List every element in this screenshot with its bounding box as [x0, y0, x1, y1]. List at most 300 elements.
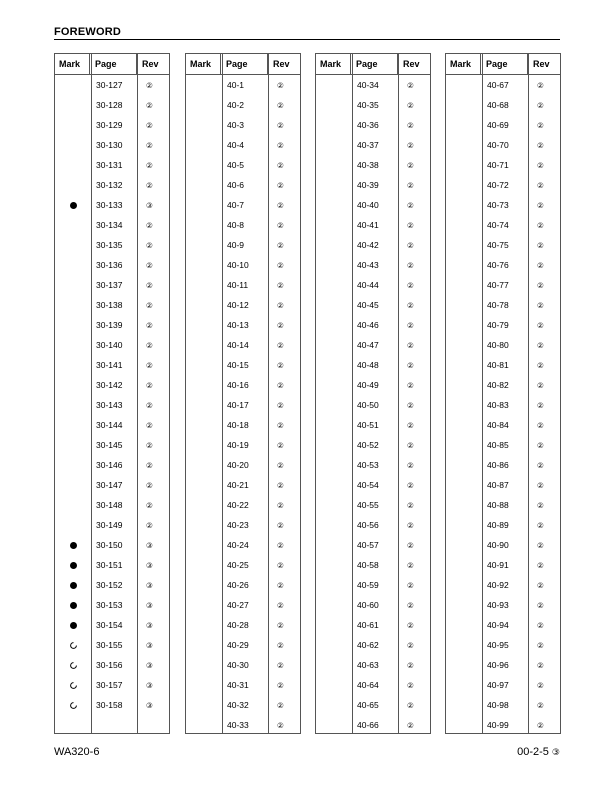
row-rev: ②: [537, 300, 544, 310]
table-row: [55, 575, 169, 595]
table-row: [55, 675, 169, 695]
row-page: 30-155: [96, 640, 123, 650]
row-rev: ②: [277, 480, 284, 490]
table-row: [55, 495, 169, 515]
table-row: [446, 135, 560, 155]
column-divider: [137, 54, 138, 733]
row-rev: ②: [407, 460, 414, 470]
header-rev: Rev: [533, 59, 550, 69]
row-page: 40-8: [227, 220, 245, 230]
row-page: 40-75: [487, 240, 509, 250]
row-rev: ②: [407, 320, 414, 330]
row-rev: ②: [537, 560, 544, 570]
table-row: [446, 535, 560, 555]
row-page: 40-81: [487, 360, 509, 370]
table-row: [186, 635, 300, 655]
row-page: 40-16: [227, 380, 249, 390]
row-page: 40-65: [357, 700, 379, 710]
row-page: 40-49: [357, 380, 379, 390]
table-row: [55, 315, 169, 335]
table-row: [446, 335, 560, 355]
row-rev: ②: [277, 460, 284, 470]
row-rev: ②: [407, 600, 414, 610]
row-rev: ②: [407, 480, 414, 490]
table-row: [446, 495, 560, 515]
row-rev: ②: [146, 80, 153, 90]
row-page: 30-144: [96, 420, 123, 430]
table-row: [446, 155, 560, 175]
table-row: [186, 655, 300, 675]
open-circle-icon: [70, 642, 77, 649]
row-rev: ②: [537, 320, 544, 330]
table-row: [186, 455, 300, 475]
row-page: 40-95: [487, 640, 509, 650]
row-page: 40-9: [227, 240, 245, 250]
row-page: 40-59: [357, 580, 379, 590]
column-divider: [352, 54, 353, 733]
row-page: 40-86: [487, 460, 509, 470]
table-row: [446, 555, 560, 575]
table-row: [446, 615, 560, 635]
footer-page-label: 00-2-5: [517, 746, 549, 758]
row-rev: ②: [537, 260, 544, 270]
table-row: [186, 415, 300, 435]
row-page: 40-22: [227, 500, 249, 510]
row-page: 40-11: [227, 280, 249, 290]
table-row: [316, 715, 430, 735]
row-rev: ②: [146, 480, 153, 490]
row-page: 30-130: [96, 140, 123, 150]
row-page: 30-147: [96, 480, 123, 490]
table-row: [446, 575, 560, 595]
row-rev: ②: [146, 100, 153, 110]
row-rev: ②: [537, 500, 544, 510]
table-row: [316, 175, 430, 195]
row-mark: [55, 622, 91, 629]
column-divider: [398, 54, 399, 733]
row-rev: ②: [537, 700, 544, 710]
row-page: 40-69: [487, 120, 509, 130]
row-rev: ②: [277, 100, 284, 110]
row-rev: ③: [146, 700, 153, 710]
row-page: 40-47: [357, 340, 379, 350]
row-page: 40-32: [227, 700, 249, 710]
footer-model: WA320-6: [54, 746, 100, 758]
header-mark: Mark: [316, 54, 351, 74]
table-row: [446, 355, 560, 375]
table-row: [446, 115, 560, 135]
table-row: [446, 195, 560, 215]
table-row: [316, 575, 430, 595]
row-rev: ③: [146, 540, 153, 550]
row-rev: ③: [146, 600, 153, 610]
table-row: [186, 435, 300, 455]
table-row: [446, 215, 560, 235]
row-rev: ②: [407, 120, 414, 130]
table-row: [186, 255, 300, 275]
header-mark: Mark: [186, 54, 221, 74]
row-rev: ②: [407, 620, 414, 630]
filled-circle-icon: [70, 622, 77, 629]
row-page: 40-85: [487, 440, 509, 450]
row-rev: ②: [407, 180, 414, 190]
row-rev: ②: [277, 220, 284, 230]
row-rev: ②: [277, 300, 284, 310]
row-rev: ②: [537, 660, 544, 670]
row-page: 40-10: [227, 260, 249, 270]
row-page: 40-92: [487, 580, 509, 590]
table-row: [316, 135, 430, 155]
row-rev: ②: [537, 600, 544, 610]
row-rev: ②: [537, 380, 544, 390]
table-row: [446, 175, 560, 195]
table-row: [446, 675, 560, 695]
row-page: 30-137: [96, 280, 123, 290]
row-page: 40-98: [487, 700, 509, 710]
row-page: 30-142: [96, 380, 123, 390]
row-page: 40-41: [357, 220, 379, 230]
row-rev: ②: [407, 100, 414, 110]
table-row: [316, 695, 430, 715]
table-row: [316, 335, 430, 355]
row-mark: [55, 582, 91, 589]
row-rev: ②: [407, 660, 414, 670]
table-row: [55, 215, 169, 235]
row-page: 40-73: [487, 200, 509, 210]
table-row: [55, 415, 169, 435]
row-page: 40-33: [227, 720, 249, 730]
table-row: [446, 255, 560, 275]
table-row: [55, 475, 169, 495]
table-row: [186, 235, 300, 255]
header-page: Page: [90, 54, 137, 74]
row-rev: ②: [146, 460, 153, 470]
row-rev: ②: [407, 540, 414, 550]
table-row: [316, 435, 430, 455]
row-page: 40-28: [227, 620, 249, 630]
row-page: 30-149: [96, 520, 123, 530]
row-page: 30-131: [96, 160, 123, 170]
row-rev: ③: [146, 640, 153, 650]
row-page: 40-66: [357, 720, 379, 730]
row-page: 40-20: [227, 460, 249, 470]
table-row: [186, 215, 300, 235]
row-page: 30-135: [96, 240, 123, 250]
row-page: 40-48: [357, 360, 379, 370]
row-page: 40-90: [487, 540, 509, 550]
row-rev: ②: [537, 620, 544, 630]
row-page: 30-132: [96, 180, 123, 190]
row-rev: ②: [277, 620, 284, 630]
table-row: [55, 535, 169, 555]
row-rev: ②: [407, 640, 414, 650]
table-row: [186, 175, 300, 195]
row-rev: ②: [277, 260, 284, 270]
row-rev: ②: [407, 140, 414, 150]
table-row: [186, 75, 300, 95]
table-row: [316, 95, 430, 115]
row-page: 30-158: [96, 700, 123, 710]
row-page: 40-72: [487, 180, 509, 190]
row-page: 40-93: [487, 600, 509, 610]
table-row: [446, 635, 560, 655]
table-row: [55, 115, 169, 135]
row-page: 40-38: [357, 160, 379, 170]
row-rev: ③: [146, 560, 153, 570]
row-page: 40-5: [227, 160, 245, 170]
row-page: 40-63: [357, 660, 379, 670]
table-row: [446, 295, 560, 315]
header-page: Page: [221, 54, 268, 74]
column-divider: [482, 54, 483, 733]
table-row: [446, 655, 560, 675]
table-row: [186, 355, 300, 375]
row-page: 40-84: [487, 420, 509, 430]
row-page: 30-153: [96, 600, 123, 610]
row-page: 40-13: [227, 320, 249, 330]
row-rev: ②: [537, 140, 544, 150]
table-row: [186, 615, 300, 635]
row-page: 40-87: [487, 480, 509, 490]
row-page: 40-27: [227, 600, 249, 610]
row-rev: ②: [146, 420, 153, 430]
row-page: 30-133: [96, 200, 123, 210]
row-page: 40-44: [357, 280, 379, 290]
table-row: [55, 615, 169, 635]
row-rev: ②: [407, 300, 414, 310]
table-row: [446, 455, 560, 475]
row-page: 40-77: [487, 280, 509, 290]
row-page: 30-146: [96, 460, 123, 470]
table-row: [316, 115, 430, 135]
table-row: [186, 395, 300, 415]
table-row: [186, 335, 300, 355]
row-page: 40-76: [487, 260, 509, 270]
row-rev: ②: [146, 220, 153, 230]
table-row: [316, 75, 430, 95]
header-rev: Rev: [403, 59, 420, 69]
row-rev: ②: [537, 220, 544, 230]
row-rev: ②: [277, 660, 284, 670]
table-row: [446, 395, 560, 415]
table-row: [55, 455, 169, 475]
row-rev: ②: [146, 300, 153, 310]
header-mark: Mark: [55, 54, 90, 74]
table-row: [316, 655, 430, 675]
table-row: [55, 175, 169, 195]
row-rev: ②: [277, 380, 284, 390]
row-rev: ②: [277, 120, 284, 130]
table-row: [446, 695, 560, 715]
row-rev: ②: [146, 260, 153, 270]
table-row: [55, 255, 169, 275]
row-page: 40-94: [487, 620, 509, 630]
row-page: 40-14: [227, 340, 249, 350]
header-page: Page: [481, 54, 528, 74]
table-row: [55, 95, 169, 115]
table-row: [316, 595, 430, 615]
filled-circle-icon: [70, 582, 77, 589]
row-page: 40-39: [357, 180, 379, 190]
row-page: 30-141: [96, 360, 123, 370]
table-row: [446, 95, 560, 115]
row-mark: [55, 202, 91, 209]
row-rev: ②: [277, 240, 284, 250]
row-rev: ②: [277, 540, 284, 550]
row-rev: ②: [277, 180, 284, 190]
row-rev: ②: [537, 460, 544, 470]
revision-table-2: [185, 53, 301, 734]
row-rev: ②: [537, 280, 544, 290]
table-row: [316, 355, 430, 375]
row-rev: ②: [277, 600, 284, 610]
table-row: [55, 155, 169, 175]
row-rev: ②: [146, 400, 153, 410]
row-rev: ②: [537, 520, 544, 530]
table-row: [186, 155, 300, 175]
row-rev: ③: [146, 660, 153, 670]
row-page: 40-82: [487, 380, 509, 390]
row-rev: ②: [277, 700, 284, 710]
row-page: 40-12: [227, 300, 249, 310]
table-row: [316, 495, 430, 515]
column-divider: [91, 54, 92, 733]
table-row: [55, 695, 169, 715]
row-page: 40-23: [227, 520, 249, 530]
table-row: [55, 655, 169, 675]
table-row: [316, 195, 430, 215]
table-row: [186, 675, 300, 695]
table-header: [186, 54, 300, 75]
row-rev: ②: [407, 580, 414, 590]
row-page: 30-138: [96, 300, 123, 310]
row-rev: ②: [537, 340, 544, 350]
table-row: [316, 155, 430, 175]
table-row: [316, 275, 430, 295]
filled-circle-icon: [70, 542, 77, 549]
row-page: 40-99: [487, 720, 509, 730]
row-rev: ②: [537, 580, 544, 590]
filled-circle-icon: [70, 202, 77, 209]
row-rev: ②: [146, 140, 153, 150]
row-rev: ②: [407, 380, 414, 390]
row-page: 40-40: [357, 200, 379, 210]
table-header: [55, 54, 169, 75]
row-page: 40-79: [487, 320, 509, 330]
row-page: 30-157: [96, 680, 123, 690]
row-mark: [55, 562, 91, 569]
row-rev: ②: [537, 120, 544, 130]
table-row: [55, 555, 169, 575]
table-row: [316, 235, 430, 255]
open-circle-icon: [70, 702, 77, 709]
row-rev: ②: [407, 80, 414, 90]
row-rev: ②: [407, 560, 414, 570]
row-page: 40-24: [227, 540, 249, 550]
revision-table-1: [54, 53, 170, 734]
row-rev: ②: [407, 720, 414, 730]
revision-table-4: [445, 53, 561, 734]
row-rev: ③: [146, 580, 153, 590]
row-rev: ②: [407, 500, 414, 510]
table-row: [186, 375, 300, 395]
row-page: 40-25: [227, 560, 249, 570]
table-row: [186, 95, 300, 115]
row-rev: ②: [277, 680, 284, 690]
header-divider: [54, 39, 560, 40]
table-row: [316, 555, 430, 575]
table-row: [316, 635, 430, 655]
filled-circle-icon: [70, 602, 77, 609]
table-row: [186, 575, 300, 595]
row-rev: ②: [407, 160, 414, 170]
table-row: [55, 275, 169, 295]
table-row: [186, 695, 300, 715]
row-page: 40-56: [357, 520, 379, 530]
row-page: 30-154: [96, 620, 123, 630]
row-rev: ③: [146, 620, 153, 630]
table-row: [186, 315, 300, 335]
row-rev: ②: [277, 340, 284, 350]
row-page: 40-67: [487, 80, 509, 90]
table-row: [446, 435, 560, 455]
row-page: 30-134: [96, 220, 123, 230]
row-page: 40-31: [227, 680, 249, 690]
table-row: [316, 415, 430, 435]
row-rev: ②: [407, 200, 414, 210]
row-page: 40-19: [227, 440, 249, 450]
row-page: 40-91: [487, 560, 509, 570]
row-rev: ②: [537, 640, 544, 650]
row-page: 40-71: [487, 160, 509, 170]
row-page: 40-4: [227, 140, 245, 150]
row-page: 40-70: [487, 140, 509, 150]
row-rev: ②: [407, 400, 414, 410]
row-page: 30-151: [96, 560, 123, 570]
table-row: [55, 135, 169, 155]
row-page: 40-88: [487, 500, 509, 510]
row-page: 40-74: [487, 220, 509, 230]
table-row: [55, 335, 169, 355]
row-page: 40-46: [357, 320, 379, 330]
column-divider: [268, 54, 269, 733]
table-row: [446, 375, 560, 395]
row-page: 40-42: [357, 240, 379, 250]
row-page: 40-54: [357, 480, 379, 490]
row-page: 30-145: [96, 440, 123, 450]
row-rev: ②: [407, 420, 414, 430]
row-rev: ②: [537, 180, 544, 190]
column-divider: [528, 54, 529, 733]
row-page: 40-51: [357, 420, 379, 430]
footer-page-number: [517, 746, 560, 758]
row-rev: ②: [277, 440, 284, 450]
row-page: 30-127: [96, 80, 123, 90]
row-page: 40-17: [227, 400, 249, 410]
row-rev: ②: [407, 520, 414, 530]
table-row: [446, 715, 560, 735]
row-page: 30-148: [96, 500, 123, 510]
row-page: 30-140: [96, 340, 123, 350]
row-page: 40-1: [227, 80, 245, 90]
row-rev: ②: [277, 320, 284, 330]
row-page: 40-52: [357, 440, 379, 450]
table-row: [186, 115, 300, 135]
table-row: [316, 455, 430, 475]
row-rev: ②: [146, 320, 153, 330]
row-page: 40-96: [487, 660, 509, 670]
table-row: [446, 235, 560, 255]
